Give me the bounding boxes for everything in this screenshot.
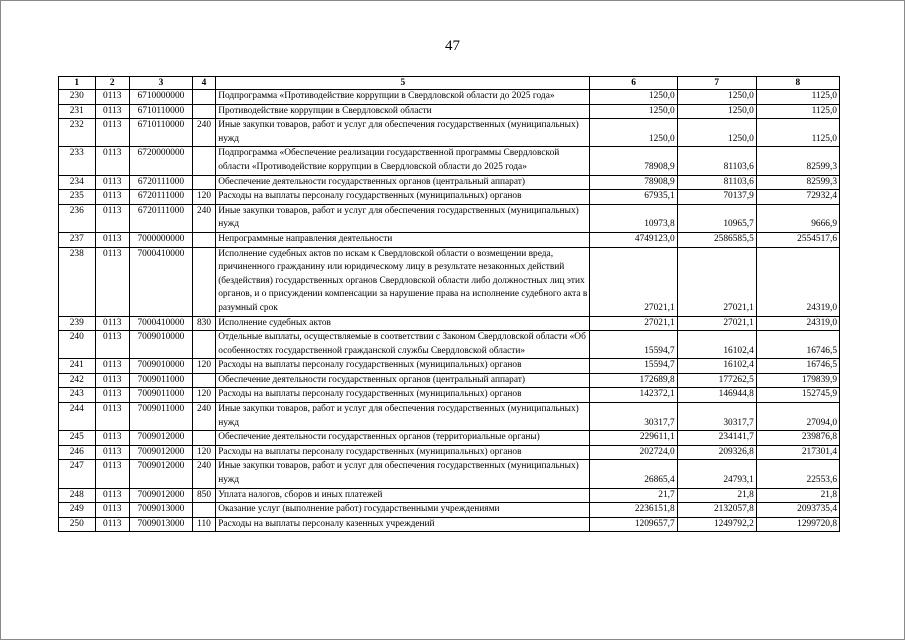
amount-cell-8: 16746,5 xyxy=(756,331,839,359)
column-header: 5 xyxy=(216,77,590,90)
section-code-cell: 0113 xyxy=(95,204,129,232)
target-article-cell: 7009012000 xyxy=(129,488,192,503)
amount-cell-7: 81103,6 xyxy=(677,175,756,190)
row-number-cell: 238 xyxy=(59,247,96,316)
target-article-cell: 7009011000 xyxy=(129,403,192,431)
amount-cell-8: 217301,4 xyxy=(756,445,839,460)
amount-cell-6: 27021,1 xyxy=(590,247,677,316)
row-number-cell: 246 xyxy=(59,445,96,460)
row-number-cell: 239 xyxy=(59,316,96,331)
table-row xyxy=(59,119,840,147)
section-code-cell: 0113 xyxy=(95,147,129,175)
column-header: 2 xyxy=(95,77,129,90)
expense-type-cell: 830 xyxy=(192,316,215,331)
table-row xyxy=(59,232,840,247)
column-header: 4 xyxy=(192,77,215,90)
section-code-cell: 0113 xyxy=(95,247,129,316)
target-article-cell: 7009011000 xyxy=(129,388,192,403)
amount-cell-7: 1250,0 xyxy=(677,90,756,105)
header-row xyxy=(59,77,840,90)
table-row xyxy=(59,373,840,388)
page-number: 47 xyxy=(445,38,460,54)
amount-cell-6: 21,7 xyxy=(590,488,677,503)
amount-cell-8: 239876,8 xyxy=(756,431,839,446)
row-number-cell: 234 xyxy=(59,175,96,190)
table-row xyxy=(59,147,840,175)
column-header: 8 xyxy=(756,77,839,90)
amount-cell-6: 1250,0 xyxy=(590,119,677,147)
expense-type-cell: 110 xyxy=(192,517,215,532)
target-article-cell: 7009012000 xyxy=(129,460,192,488)
target-article-cell: 6720111000 xyxy=(129,175,192,190)
expense-type-cell: 120 xyxy=(192,190,215,205)
description-cell: Обеспечение деятельности государственных органов (центральный аппарат) xyxy=(216,373,590,388)
section-code-cell: 0113 xyxy=(95,331,129,359)
amount-cell-6: 4749123,0 xyxy=(590,232,677,247)
section-code-cell: 0113 xyxy=(95,431,129,446)
target-article-cell: 7009010000 xyxy=(129,359,192,374)
expense-type-cell xyxy=(192,503,215,518)
section-code-cell: 0113 xyxy=(95,90,129,105)
expense-type-cell: 240 xyxy=(192,403,215,431)
amount-cell-7: 24793,1 xyxy=(677,460,756,488)
section-code-cell: 0113 xyxy=(95,503,129,518)
row-number-cell: 243 xyxy=(59,388,96,403)
budget-table xyxy=(58,76,840,532)
expense-type-cell: 120 xyxy=(192,388,215,403)
amount-cell-7: 16102,4 xyxy=(677,331,756,359)
target-article-cell: 6710000000 xyxy=(129,90,192,105)
row-number-cell: 231 xyxy=(59,104,96,119)
row-number-cell: 240 xyxy=(59,331,96,359)
section-code-cell: 0113 xyxy=(95,460,129,488)
amount-cell-7: 146944,8 xyxy=(677,388,756,403)
amount-cell-8: 22553,6 xyxy=(756,460,839,488)
amount-cell-8: 179839,9 xyxy=(756,373,839,388)
description-cell: Оказание услуг (выполнение работ) государственными учреждениями xyxy=(216,503,590,518)
amount-cell-6: 26865,4 xyxy=(590,460,677,488)
column-header: 3 xyxy=(129,77,192,90)
row-number-cell: 247 xyxy=(59,460,96,488)
amount-cell-8: 9666,9 xyxy=(756,204,839,232)
description-cell: Расходы на выплаты персоналу государственных (муниципальных) органов xyxy=(216,388,590,403)
table-row xyxy=(59,359,840,374)
amount-cell-8: 82599,3 xyxy=(756,175,839,190)
expense-type-cell: 850 xyxy=(192,488,215,503)
description-cell: Обеспечение деятельности государственных органов (территориальные органы) xyxy=(216,431,590,446)
amount-cell-8: 24319,0 xyxy=(756,316,839,331)
section-code-cell: 0113 xyxy=(95,388,129,403)
amount-cell-8: 152745,9 xyxy=(756,388,839,403)
target-article-cell: 7009010000 xyxy=(129,331,192,359)
section-code-cell: 0113 xyxy=(95,232,129,247)
description-cell: Исполнение судебных актов по искам к Свердловской области о возмещении вреда, причиненного гражданину или юридическому лицу в результате незаконных действий (бездействия) государственных органов Свердловской области либо должностных лиц этих органов, и о присуждении компенсации за нарушение права на исполнение судебного акта в разумный срок xyxy=(216,247,590,316)
target-article-cell: 7000410000 xyxy=(129,247,192,316)
row-number-cell: 232 xyxy=(59,119,96,147)
row-number-cell: 241 xyxy=(59,359,96,374)
description-cell: Отдельные выплаты, осуществляемые в соответствии с Законом Свердловской области «Об особенностях государственной гражданской службы Свердловской области» xyxy=(216,331,590,359)
expense-type-cell: 240 xyxy=(192,204,215,232)
section-code-cell: 0113 xyxy=(95,488,129,503)
description-cell: Иные закупки товаров, работ и услуг для обеспечения государственных (муниципальных) нужд xyxy=(216,460,590,488)
amount-cell-8: 1125,0 xyxy=(756,104,839,119)
amount-cell-6: 229611,1 xyxy=(590,431,677,446)
row-number-cell: 230 xyxy=(59,90,96,105)
target-article-cell: 6720111000 xyxy=(129,190,192,205)
table-row xyxy=(59,104,840,119)
section-code-cell: 0113 xyxy=(95,373,129,388)
description-cell: Исполнение судебных актов xyxy=(216,316,590,331)
amount-cell-8: 16746,5 xyxy=(756,359,839,374)
amount-cell-6: 67935,1 xyxy=(590,190,677,205)
target-article-cell: 6710110000 xyxy=(129,104,192,119)
amount-cell-8: 2093735,4 xyxy=(756,503,839,518)
section-code-cell: 0113 xyxy=(95,316,129,331)
amount-cell-8: 1125,0 xyxy=(756,119,839,147)
amount-cell-6: 1250,0 xyxy=(590,90,677,105)
description-cell: Подпрограмма «Обеспечение реализации государственной программы Свердловской области «Противодействие коррупции в Свердловской области до 2025 года» xyxy=(216,147,590,175)
amount-cell-8: 1299720,8 xyxy=(756,517,839,532)
amount-cell-8: 1125,0 xyxy=(756,90,839,105)
amount-cell-6: 27021,1 xyxy=(590,316,677,331)
target-article-cell: 6720000000 xyxy=(129,147,192,175)
table-row xyxy=(59,190,840,205)
expense-type-cell xyxy=(192,104,215,119)
table-row xyxy=(59,517,840,532)
row-number-cell: 245 xyxy=(59,431,96,446)
amount-cell-6: 10973,8 xyxy=(590,204,677,232)
table-row xyxy=(59,388,840,403)
table-body xyxy=(59,90,840,532)
amount-cell-7: 27021,1 xyxy=(677,247,756,316)
amount-cell-8: 24319,0 xyxy=(756,247,839,316)
column-header: 6 xyxy=(590,77,677,90)
amount-cell-7: 2586585,5 xyxy=(677,232,756,247)
expense-type-cell: 240 xyxy=(192,460,215,488)
amount-cell-8: 82599,3 xyxy=(756,147,839,175)
description-cell: Подпрограмма «Противодействие коррупции в Свердловской области до 2025 года» xyxy=(216,90,590,105)
description-cell: Иные закупки товаров, работ и услуг для обеспечения государственных (муниципальных) нужд xyxy=(216,204,590,232)
amount-cell-6: 2236151,8 xyxy=(590,503,677,518)
column-header: 1 xyxy=(59,77,96,90)
description-cell: Расходы на выплаты персоналу государственных (муниципальных) органов xyxy=(216,445,590,460)
amount-cell-6: 142372,1 xyxy=(590,388,677,403)
row-number-cell: 242 xyxy=(59,373,96,388)
amount-cell-7: 234141,7 xyxy=(677,431,756,446)
expense-type-cell xyxy=(192,90,215,105)
section-code-cell: 0113 xyxy=(95,119,129,147)
expense-type-cell xyxy=(192,331,215,359)
amount-cell-8: 72932,4 xyxy=(756,190,839,205)
table-row xyxy=(59,460,840,488)
amount-cell-7: 81103,6 xyxy=(677,147,756,175)
row-number-cell: 248 xyxy=(59,488,96,503)
table-row xyxy=(59,316,840,331)
amount-cell-6: 78908,9 xyxy=(590,147,677,175)
description-cell: Иные закупки товаров, работ и услуг для обеспечения государственных (муниципальных) нужд xyxy=(216,119,590,147)
target-article-cell: 6720111000 xyxy=(129,204,192,232)
row-number-cell: 235 xyxy=(59,190,96,205)
section-code-cell: 0113 xyxy=(95,359,129,374)
amount-cell-7: 27021,1 xyxy=(677,316,756,331)
row-number-cell: 244 xyxy=(59,403,96,431)
amount-cell-7: 1250,0 xyxy=(677,119,756,147)
section-code-cell: 0113 xyxy=(95,190,129,205)
expense-type-cell xyxy=(192,373,215,388)
target-article-cell: 7009012000 xyxy=(129,445,192,460)
description-cell: Уплата налогов, сборов и иных платежей xyxy=(216,488,590,503)
section-code-cell: 0113 xyxy=(95,403,129,431)
table-row xyxy=(59,90,840,105)
expense-type-cell: 120 xyxy=(192,359,215,374)
expense-type-cell: 240 xyxy=(192,119,215,147)
expense-type-cell xyxy=(192,247,215,316)
expense-type-cell xyxy=(192,431,215,446)
expense-type-cell: 120 xyxy=(192,445,215,460)
amount-cell-6: 78908,9 xyxy=(590,175,677,190)
table-row xyxy=(59,488,840,503)
amount-cell-6: 172689,8 xyxy=(590,373,677,388)
amount-cell-7: 1250,0 xyxy=(677,104,756,119)
target-article-cell: 7000000000 xyxy=(129,232,192,247)
target-article-cell: 7009013000 xyxy=(129,503,192,518)
description-cell: Расходы на выплаты персоналу государственных (муниципальных) органов xyxy=(216,190,590,205)
row-number-cell: 237 xyxy=(59,232,96,247)
row-number-cell: 250 xyxy=(59,517,96,532)
amount-cell-7: 21,8 xyxy=(677,488,756,503)
amount-cell-7: 16102,4 xyxy=(677,359,756,374)
amount-cell-8: 27094,0 xyxy=(756,403,839,431)
section-code-cell: 0113 xyxy=(95,175,129,190)
table-row xyxy=(59,445,840,460)
expense-type-cell xyxy=(192,147,215,175)
description-cell: Противодействие коррупции в Свердловской области xyxy=(216,104,590,119)
amount-cell-6: 15594,7 xyxy=(590,331,677,359)
description-cell: Непрограммные направления деятельности xyxy=(216,232,590,247)
description-cell: Расходы на выплаты персоналу казенных учреждений xyxy=(216,517,590,532)
amount-cell-6: 30317,7 xyxy=(590,403,677,431)
table-row xyxy=(59,247,840,316)
row-number-cell: 249 xyxy=(59,503,96,518)
amount-cell-6: 1209657,7 xyxy=(590,517,677,532)
amount-cell-8: 21,8 xyxy=(756,488,839,503)
amount-cell-6: 202724,0 xyxy=(590,445,677,460)
amount-cell-7: 70137,9 xyxy=(677,190,756,205)
amount-cell-7: 2132057,8 xyxy=(677,503,756,518)
row-number-cell: 236 xyxy=(59,204,96,232)
amount-cell-6: 1250,0 xyxy=(590,104,677,119)
amount-cell-8: 2554517,6 xyxy=(756,232,839,247)
section-code-cell: 0113 xyxy=(95,445,129,460)
expense-type-cell xyxy=(192,175,215,190)
table-row xyxy=(59,431,840,446)
amount-cell-7: 10965,7 xyxy=(677,204,756,232)
table-row xyxy=(59,503,840,518)
row-number-cell: 233 xyxy=(59,147,96,175)
amount-cell-7: 177262,5 xyxy=(677,373,756,388)
table-row xyxy=(59,331,840,359)
description-cell: Обеспечение деятельности государственных органов (центральный аппарат) xyxy=(216,175,590,190)
column-header: 7 xyxy=(677,77,756,90)
section-code-cell: 0113 xyxy=(95,517,129,532)
table-row xyxy=(59,403,840,431)
table-row xyxy=(59,175,840,190)
amount-cell-6: 15594,7 xyxy=(590,359,677,374)
table-row xyxy=(59,204,840,232)
target-article-cell: 7009012000 xyxy=(129,431,192,446)
amount-cell-7: 1249792,2 xyxy=(677,517,756,532)
expense-type-cell xyxy=(192,232,215,247)
target-article-cell: 7009011000 xyxy=(129,373,192,388)
target-article-cell: 6710110000 xyxy=(129,119,192,147)
section-code-cell: 0113 xyxy=(95,104,129,119)
amount-cell-7: 30317,7 xyxy=(677,403,756,431)
amount-cell-7: 209326,8 xyxy=(677,445,756,460)
description-cell: Расходы на выплаты персоналу государственных (муниципальных) органов xyxy=(216,359,590,374)
target-article-cell: 7009013000 xyxy=(129,517,192,532)
target-article-cell: 7000410000 xyxy=(129,316,192,331)
description-cell: Иные закупки товаров, работ и услуг для обеспечения государственных (муниципальных) нужд xyxy=(216,403,590,431)
